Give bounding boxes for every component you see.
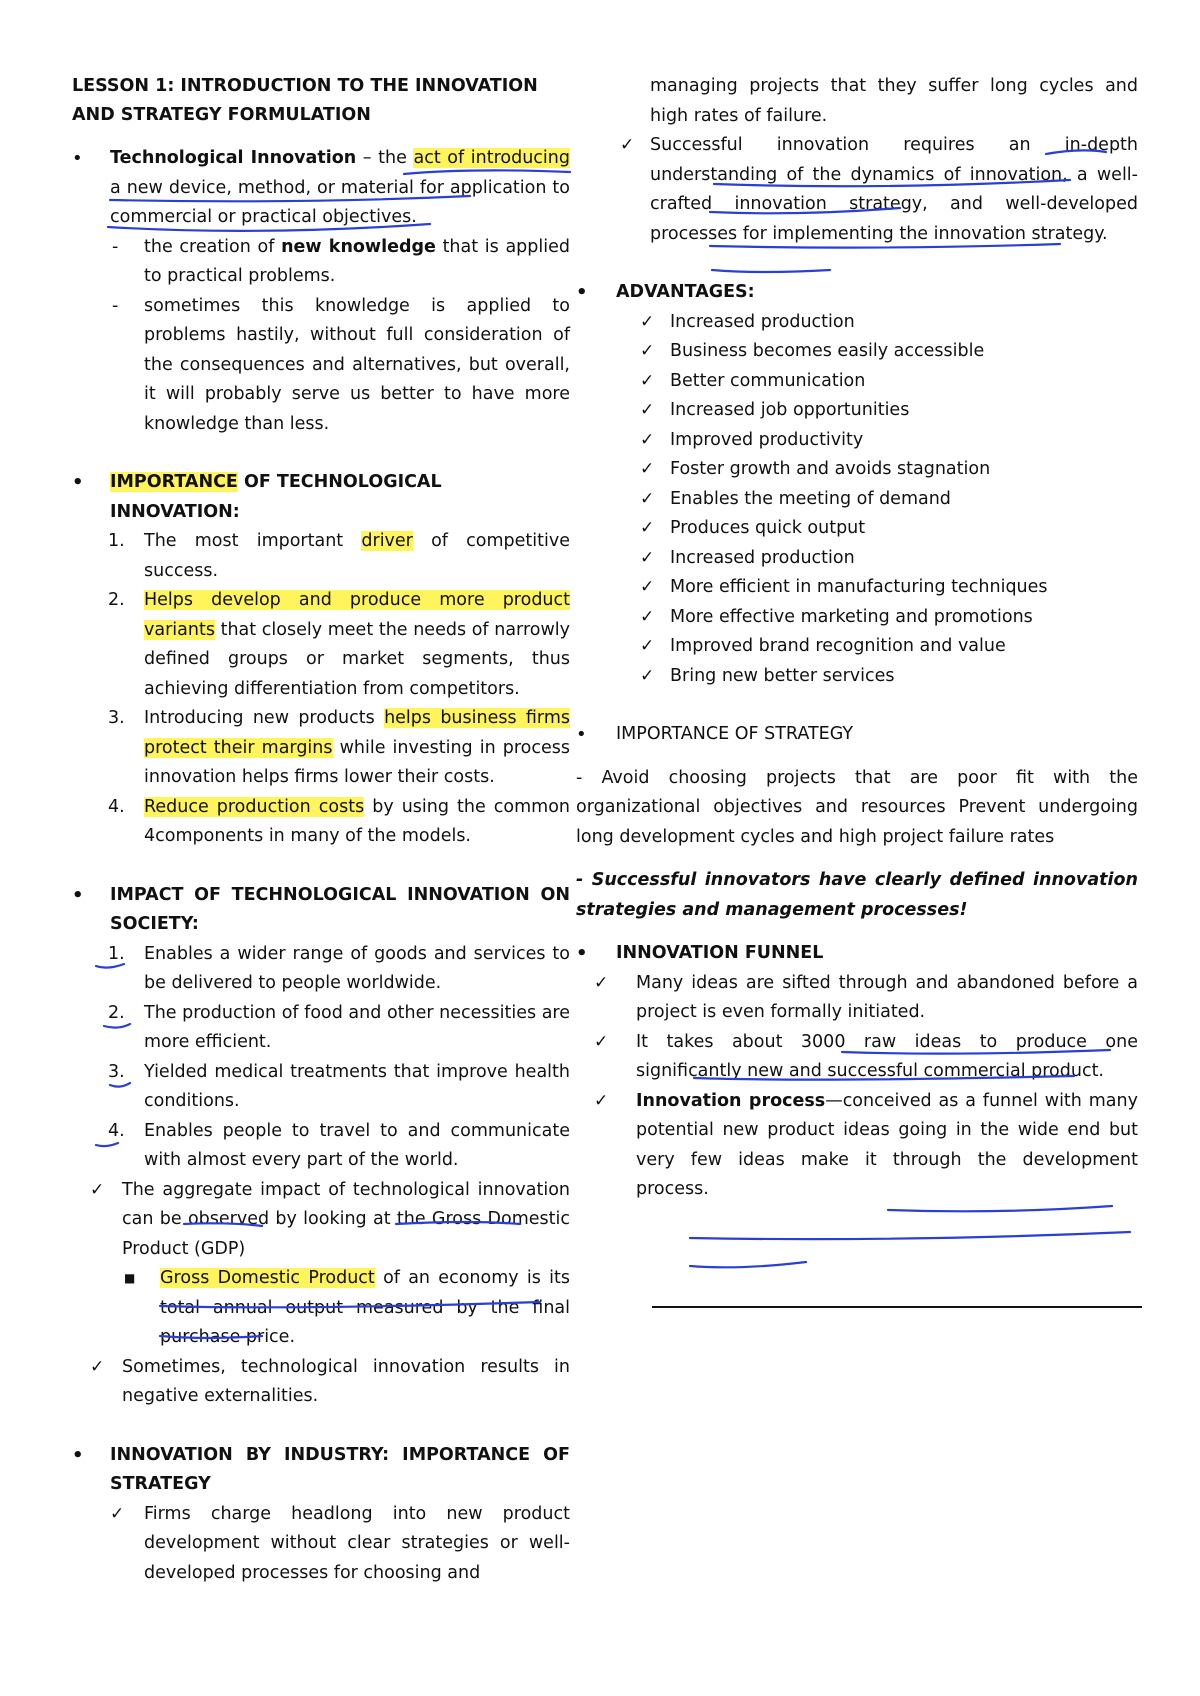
square-bullet-icon: ■: [124, 1271, 136, 1285]
checkmark-icon: ✓: [640, 518, 655, 538]
gdp-rest: of an economy is its total annual output measured by the final purchase price.: [160, 1268, 570, 1347]
advantage-item: [576, 573, 1138, 603]
cont-text: managing projects that they suffer long cycles and high rates of failure.: [650, 76, 1138, 126]
bullet-funnel-head: [576, 939, 1138, 969]
checkmark-icon: ✓: [640, 370, 655, 391]
highlight-product-variants: Helps develop and produce more product variants: [144, 590, 570, 640]
pen-underline: [690, 1232, 1130, 1239]
sub1-text-a: the creation of: [144, 236, 282, 257]
continued-text: [576, 72, 1138, 131]
gdp-item: [72, 1264, 570, 1353]
funnel3-bold: Innovation process: [636, 1090, 826, 1111]
checkmark-icon: ✓: [640, 429, 655, 450]
advantage-text: Better communication: [670, 370, 866, 391]
impact-item-3: [72, 1058, 570, 1117]
advantage-text: More efficient in manufacturing techniques: [670, 577, 1048, 597]
checkmark-icon: ✓: [640, 547, 655, 568]
left-column: [72, 72, 570, 1588]
advantage-text: Enables the meeting of demand: [670, 488, 951, 509]
impact-item-text: Enables a wider range of goods and services to be delivered to people worldwide.: [144, 943, 570, 993]
advantage-text: Improved productivity: [670, 429, 864, 450]
sub-knowledge-hastily: [72, 292, 570, 440]
highlight-act-of-introducing: act of introducing: [413, 148, 570, 168]
number-marker: 1.: [108, 943, 125, 964]
dash-text: – the: [356, 148, 414, 168]
checkmark-icon: ✓: [90, 1356, 105, 1377]
pen-underline: [690, 1262, 806, 1267]
impact-item-1: [72, 940, 570, 999]
advantages-head: ADVANTAGES:: [616, 282, 755, 302]
checkmark-icon: ✓: [640, 311, 655, 332]
importance-item-1: [72, 527, 570, 586]
number-marker: 1.: [108, 531, 125, 551]
number-marker: 2.: [108, 590, 125, 610]
strategy-para-2: - Successful innovators have clearly defined innovation strategies and management processes!: [576, 870, 1138, 920]
advantages-list: [640, 308, 1138, 692]
funnel-item-3: [576, 1087, 1138, 1205]
importance-head-rest: OF TECHNOLOGICAL INNOVATION:: [110, 472, 442, 522]
advantage-item: [576, 396, 1138, 426]
column-end-rule: [652, 1306, 1142, 1308]
importance-item-4: [72, 793, 570, 852]
sub-new-knowledge: [72, 233, 570, 292]
highlight-gdp: Gross Domestic Product: [160, 1268, 375, 1288]
advantage-text: Bring new better services: [670, 665, 895, 686]
checkmark-icon: ✓: [640, 488, 655, 509]
impact-item-4: [72, 1117, 570, 1176]
def-text-2: or material for application to commercial or practical objectives.: [110, 177, 570, 227]
checkmark-icon: ✓: [640, 400, 655, 420]
checkmark-icon: ✓: [594, 1090, 609, 1111]
sub1-bold: new knowledge: [281, 236, 436, 257]
advantage-text: Increased job opportunities: [670, 400, 910, 420]
checkmark-icon: ✓: [640, 459, 655, 479]
def-method: method,: [237, 177, 312, 198]
i3-text-a: Introducing new products: [144, 708, 385, 728]
funnel2-text: It takes about 3000 raw ideas to produce one significantly new and successful commercial product.: [636, 1031, 1138, 1081]
checkmark-icon: ✓: [110, 1503, 125, 1524]
number-marker: 4.: [108, 1120, 125, 1141]
impact-item-text: Enables people to travel to and communicate with almost every part of the world.: [144, 1120, 570, 1170]
strategy-head: IMPORTANCE OF STRATEGY: [616, 724, 854, 744]
check-aggregate: [72, 1176, 570, 1265]
sub1-text-c: that is applied to practical problems.: [144, 236, 570, 286]
impact-head: IMPACT OF TECHNOLOGICAL INNOVATION ON SOCIETY:: [110, 884, 570, 934]
advantage-item: [576, 603, 1138, 633]
number-marker: 4.: [108, 796, 125, 817]
successful-text: Successful innovation requires an in-depth understanding of the dynamics of innovation, a well-crafted innovation strategy, and well-developed processes for implementing the innovation strategy.: [650, 135, 1138, 244]
funnel-head: INNOVATION FUNNEL: [616, 943, 824, 963]
advantage-text: More effective marketing and promotions: [670, 606, 1033, 627]
highlight-driver: driver: [361, 531, 413, 551]
strategy-para-1: - Avoid choosing projects that are poor fit with the organizational objectives and resources Prevent undergoing long development cycles and high project failure rates: [576, 767, 1138, 847]
impact-item-text: Yielded medical treatments that improve health conditions.: [144, 1061, 570, 1111]
funnel1-text: Many ideas are sifted through and abandoned before a project is even formally initiated.: [636, 972, 1138, 1022]
highlight-protect-margins: helps business firms protect their margins: [144, 708, 570, 758]
number-marker: 2.: [108, 1002, 125, 1023]
number-marker: 3.: [108, 708, 125, 728]
bullet-importance-head: [72, 468, 570, 527]
advantage-item: [576, 544, 1138, 574]
highlight-reduce-costs: Reduce production costs: [144, 796, 365, 817]
funnel-item-1: [576, 969, 1138, 1028]
advantage-item: [576, 367, 1138, 397]
impact-item-text: The production of food and other necessities are more efficient.: [144, 1002, 570, 1052]
i4-text-b: by using the common 4components in many of the models.: [144, 796, 570, 846]
advantage-item: [576, 426, 1138, 456]
i2-text-b: that closely meet the needs of narrowly defined groups or market segments, thus achieving differentiation from competitors.: [144, 619, 570, 699]
bullet-tech-innovation: [72, 144, 570, 233]
advantage-text: Produces quick output: [670, 518, 866, 538]
check-firms: [72, 1500, 570, 1589]
advantage-item: [576, 514, 1138, 544]
importance-item-2: [72, 586, 570, 704]
checkmark-icon: ✓: [640, 636, 655, 656]
i1-text-b: of competitive success.: [144, 531, 570, 581]
advantage-item: [576, 455, 1138, 485]
aggregate-text: The aggregate impact of technological innovation can be observed by looking at the Gross Domestic Product (GDP): [122, 1179, 570, 1259]
checkmark-icon: ✓: [640, 341, 655, 361]
right-column: [576, 72, 1138, 1205]
funnel-item-2: [576, 1028, 1138, 1087]
i3-text-b: while investing in process innovation helps firms lower their costs.: [144, 737, 570, 787]
dash-marker: -: [112, 236, 119, 257]
advantage-text: Increased production: [670, 547, 855, 568]
dash-marker: -: [112, 295, 119, 316]
checkmark-icon: ✓: [640, 606, 655, 627]
advantage-text: Business becomes easily accessible: [670, 341, 985, 361]
firms-text: Firms charge headlong into new product development without clear strategies or well-developed processes for choosing and: [144, 1503, 570, 1583]
checkmark-icon: ✓: [640, 665, 655, 686]
check-negative: [72, 1353, 570, 1412]
bullet-industry-head: [72, 1441, 570, 1500]
advantage-item: [576, 632, 1138, 662]
impact-item-2: [72, 999, 570, 1058]
number-marker: 3.: [108, 1061, 125, 1082]
industry-head: INNOVATION BY INDUSTRY: IMPORTANCE OF STRATEGY: [110, 1444, 570, 1494]
check-successful: [576, 131, 1138, 249]
funnel3-rest: —conceived as a funnel with many potential new product ideas going in the wide end but very few ideas make it through the development process.: [636, 1090, 1138, 1199]
checkmark-icon: ✓: [620, 135, 635, 155]
advantage-item: [576, 662, 1138, 692]
advantage-item: [576, 337, 1138, 367]
advantage-text: Improved brand recognition and value: [670, 636, 1006, 656]
advantage-item: [576, 308, 1138, 338]
importance-item-3: [72, 704, 570, 793]
sub2-text: sometimes this knowledge is applied to problems hastily, without full consideration of the consequences and alternatives, but overall, it will probably serve us better to have more knowledge than less.: [144, 295, 570, 434]
lesson-title: LESSON 1: INTRODUCTION TO THE INNOVATION AND STRATEGY FORMULATION: [72, 76, 538, 125]
bullet-advantages-head: [576, 278, 1138, 308]
term-tech-innovation: Technological Innovation: [110, 148, 357, 168]
highlight-importance: IMPORTANCE: [110, 472, 238, 492]
checkmark-icon: ✓: [594, 1031, 609, 1052]
negative-text: Sometimes, technological innovation results in negative externalities.: [122, 1356, 570, 1406]
checkmark-icon: ✓: [90, 1179, 105, 1200]
bullet-impact-head: [72, 881, 570, 940]
advantage-text: Increased production: [670, 311, 855, 332]
checkmark-icon: ✓: [594, 972, 609, 993]
checkmark-icon: ✓: [640, 577, 655, 597]
i1-text-a: The most important: [144, 531, 362, 551]
def-text-1: a new device,: [110, 177, 238, 198]
bullet-strategy-head: [576, 720, 1138, 750]
pen-underline: [888, 1206, 1112, 1211]
advantage-text: Foster growth and avoids stagnation: [670, 459, 991, 479]
advantage-item: [576, 485, 1138, 515]
